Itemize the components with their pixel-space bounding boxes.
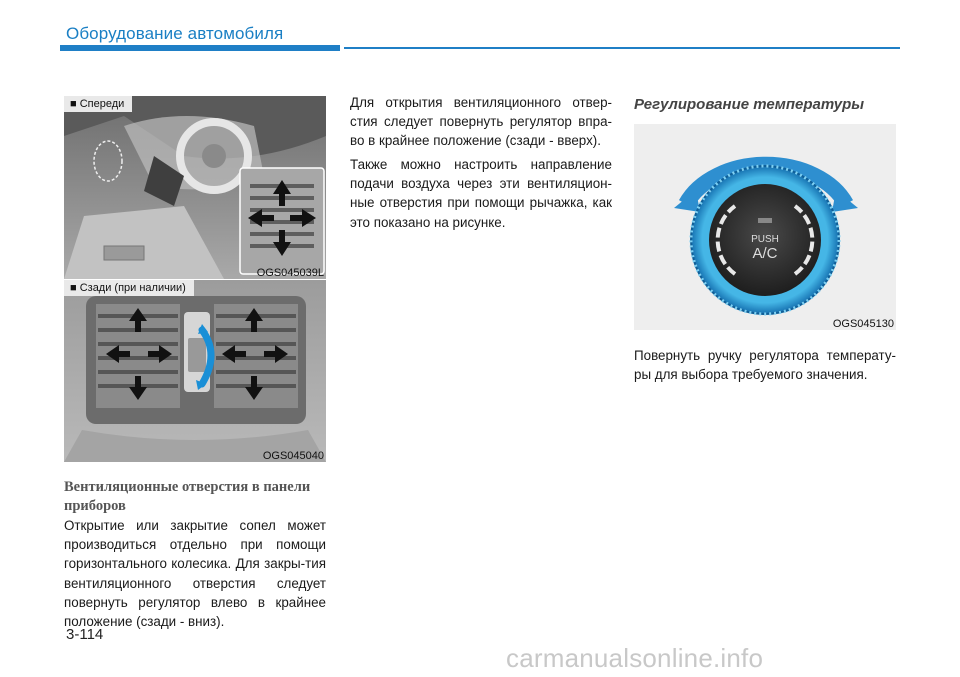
section-header-title: Оборудование автомобиля (66, 24, 284, 43)
rear-console-illustration (64, 280, 326, 462)
figure-front-label: ■ Спереди (64, 96, 132, 112)
knob-ac-text: A/C (752, 245, 778, 262)
page-number: 3-114 (66, 626, 104, 643)
figure-knob-code: OGS045130 (832, 318, 894, 330)
knob-push-text: PUSH (751, 234, 779, 245)
header-accent-bar (60, 45, 340, 51)
figure-front-code: OGS045039L (256, 267, 324, 279)
watermark: carmanualsonline.info (506, 643, 764, 673)
figure-rear-vents (64, 280, 326, 462)
figure-front-vents (64, 96, 326, 279)
middle-paragraph-1: Для открытия вентиляционного отвер-стия следует повернуть регулятор впра-во в крайнее положение (сзади - вверх). (350, 95, 612, 149)
front-dashboard-illustration (64, 96, 326, 279)
vents-paragraph: Открытие или закрытие сопел может производиться отдельно при помощи горизонтального колесика. Для закры-тия вентиляционного отверстия следует повернуть регулятор влево в крайнее положение (сзади - вниз). (64, 518, 326, 630)
header-rule (344, 47, 900, 49)
temperature-knob-illustration (634, 124, 896, 330)
figure-rear-code: OGS045040 (262, 450, 324, 462)
temperature-heading: Регулирование температуры (634, 96, 865, 113)
figure-rear-label: ■ Сзади (при наличии) (64, 280, 194, 296)
figure-temperature-knob (634, 124, 896, 330)
temperature-paragraph: Повернуть ручку регулятора температу-ры для выбора требуемого значения. (634, 348, 896, 383)
vents-heading: Вентиляционные отверстия в панели приборов (64, 479, 311, 514)
middle-paragraph-2: Также можно настроить направление подачи воздуха через эти вентиляцион-ные отверстия при помощи рычажка, как это показано на рисунке. (350, 157, 612, 230)
